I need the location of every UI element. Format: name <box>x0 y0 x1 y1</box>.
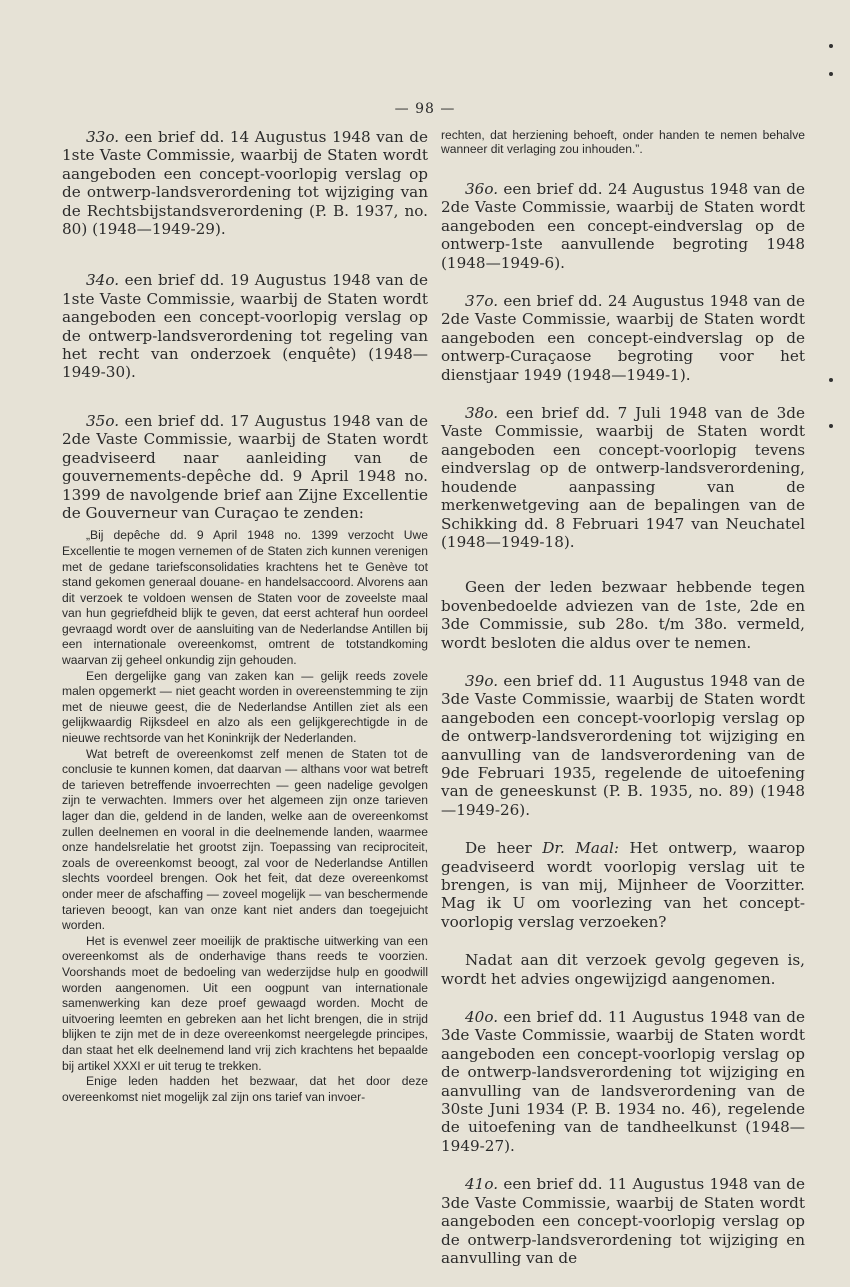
quote-paragraph: Enige leden hadden het bezwaar, dat het door deze overeenkomst niet mogelijk zal zijn ons tarief van invoer- <box>62 1074 428 1104</box>
decision-paragraph: Nadat aan dit verzoek gevolg gegeven is, wordt het advies ongewijzigd aangenomen. <box>441 951 805 988</box>
quote-paragraph: Het is evenwel zeer moeilijk de praktische uitwerking van een overeenkomst als de onderhavige thans reeds te voorzien. Voorshands moet de bedoeling van wederzijdse hulp en goodwill worden aangenomen. Uit een oogpunt van internationale samenwerking kan deze proef gewaagd worden. Mocht de uitvoering leemten en gebreken aan het licht brengen, die in strijd blijken te zijn met de in deze overeenkomst neergelegde principes, dan staat het elk deelnemend land vrij zich krachtens het bepaalde bij artikel XXXI er uit terug te trekken. <box>62 933 428 1073</box>
page-number: — 98 — <box>394 101 456 117</box>
quote-paragraph: Een dergelijke gang van zaken kan — gelijk reeds zovele malen opgemerkt — niet geacht worden in overeenstemming te zijn met de nieuwe geest, die de Nederlandse Antillen ziet als een gelijkwaardig Rijksdeel en alzo als een gelijkgerechtigde in de nieuwe rechtsorde van het Koninkrijk der Nederlanden. <box>62 668 428 746</box>
speech-paragraph: De heer Dr. Maal: Het ontwerp, waarop geadviseerd wordt voorlopig verslag uit te brengen, is van mij, Mijnheer de Voorzitter. Mag ik U om voorlezing van het concept-voorlopig verslag verzoeken? <box>441 839 805 931</box>
binder-hole <box>829 424 833 428</box>
item-35: 35o. een brief dd. 17 Augustus 1948 van de 2de Vaste Commissie, waarbij de Staten wordt geadviseerd naar aanleiding van de gouvernements-depêche dd. 9 April 1948 no. 1399 de navolgende brief aan Zijne Excellentie de Gouverneur van Curaçao te zenden: <box>62 411 429 522</box>
item-33: 33o. een brief dd. 14 Augustus 1948 van de 1ste Vaste Commissie, waarbij de Staten wordt aangeboden een concept-voorlopig verslag op de ontwerp-landsverordening tot wijziging van de Rechtsbijstandsverordening (P. B. 1937, no. 80) (1948—1949-29). <box>62 128 429 239</box>
quote-continuation: rechten, dat herziening behoeft, onder handen te nemen behalve wanneer dit verlaging zou inhouden.”. <box>441 128 805 156</box>
item-39: 39o. een brief dd. 11 Augustus 1948 van de 3de Vaste Commissie, waarbij de Staten wordt aangeboden een concept-voorlopig verslag op de ontwerp-landsverordening tot wijziging en aanvulling van de landsverordening van de 9de Februari 1935, regelende de uitoefening van de geneeskunst (P. B. 1935, no. 89) (1948—1949-26). <box>441 671 806 819</box>
right-column <box>441 128 805 1287</box>
binder-hole <box>829 44 833 48</box>
quote-paragraph: Wat betreft de overeenkomst zelf menen de Staten tot de conclusie te kunnen komen, dat daarvan — althans voor wat betreft de tarieven betreffende invoerrechten — geen nadelige gevolgen zijn te verwachten. Immers over het algemeen zijn onze tarieven lager dan die, geldend in de landen, welke aan de overeenkomst zullen deelnemen en vooral in die deelnemende landen, waarmee onze handelsrelatie het grootst zijn. Toepassing van reciprociteit, zoals de overeenkomst beoogt, zal voor de Nederlandse Antillen slechts voordeel brengen. Ook het feit, dat deze overeenkomst onder meer de afschaffing — zoveel mogelijk — van beschermende tarieven beoogt, kan van onze kant niet anders dan toegejuicht worden. <box>62 746 428 933</box>
item-41: 41o. een brief dd. 11 Augustus 1948 van de 3de Vaste Commissie, waarbij de Staten wordt aangeboden een concept-voorlopig verslag op de ontwerp-landsverordening tot wijziging en aanvulling van de <box>441 1175 806 1267</box>
item-40: 40o. een brief dd. 11 Augustus 1948 van de 3de Vaste Commissie, waarbij de Staten wordt aangeboden een concept-voorlopig verslag op de ontwerp-landsverordening tot wijziging en aanvulling van de landsverordening van de 30ste Juni 1934 (P. B. 1934 no. 46), regelende de uitoefening van de tandheelkunst (1948—1949-27). <box>441 1008 806 1155</box>
binder-hole <box>829 378 833 382</box>
left-column <box>62 128 428 1105</box>
item-36: 36o. een brief dd. 24 Augustus 1948 van de 2de Vaste Commissie, waarbij de Staten wordt aangeboden een concept-eindverslag op de ontwerp-1ste aanvullende begroting 1948 (1948—1949-6). <box>441 180 806 272</box>
binder-hole <box>829 72 833 76</box>
speaker-name: Dr. Maal: <box>542 839 620 858</box>
item-34: 34o. een brief dd. 19 Augustus 1948 van de 1ste Vaste Commissie, waarbij de Staten wordt aangeboden een concept-voorlopig verslag op de ontwerp-landsverordening tot regeling van het recht van onderzoek (enquête) (1948—1949-30). <box>62 271 429 382</box>
quote-paragraph: „Bij depêche dd. 9 April 1948 no. 1399 verzocht Uwe Excellentie te mogen vernemen of de Staten zich kunnen verenigen met de gedane tariefsconsolidaties krachtens het te Genève tot stand gekomen generaal douane- en handelsaccoord. Alvorens aan dit verzoek te voldoen wensen de Staten voor de zoveelste maal van hun gegriefdheid blijk te geven, dat eerst achteraf hun oordeel gevraagd wordt over de aansluiting van de Nederlandse Antillen bij een internationale overeenkomst, omtrent de totstandkoming waarvan zij geheel onkundig zijn gehouden. <box>62 528 428 668</box>
item-37: 37o. een brief dd. 24 Augustus 1948 van de 2de Vaste Commissie, waarbij de Staten wordt aangeboden een concept-eindverslag op de ontwerp-Curaçaose begroting voor het dienstjaar 1949 (1948—1949-1). <box>441 292 806 384</box>
item-38: 38o. een brief dd. 7 Juli 1948 van de 3de Vaste Commissie, waarbij de Staten wordt aangeboden een concept-voorlopig tevens eindverslag op de ontwerp-landsverordening, houdende aanpassing van de merkenwetgeving aan de bepalingen van de Schikking dd. 8 Februari 1947 van Neuchatel (1948—1949-18). <box>441 404 806 551</box>
decision-paragraph: Geen der leden bezwaar hebbende tegen bovenbedoelde adviezen van de 1ste, 2de en 3de Commissie, sub 28o. t/m 38o. vermeld, wordt besloten die aldus over te nemen. <box>441 578 805 652</box>
